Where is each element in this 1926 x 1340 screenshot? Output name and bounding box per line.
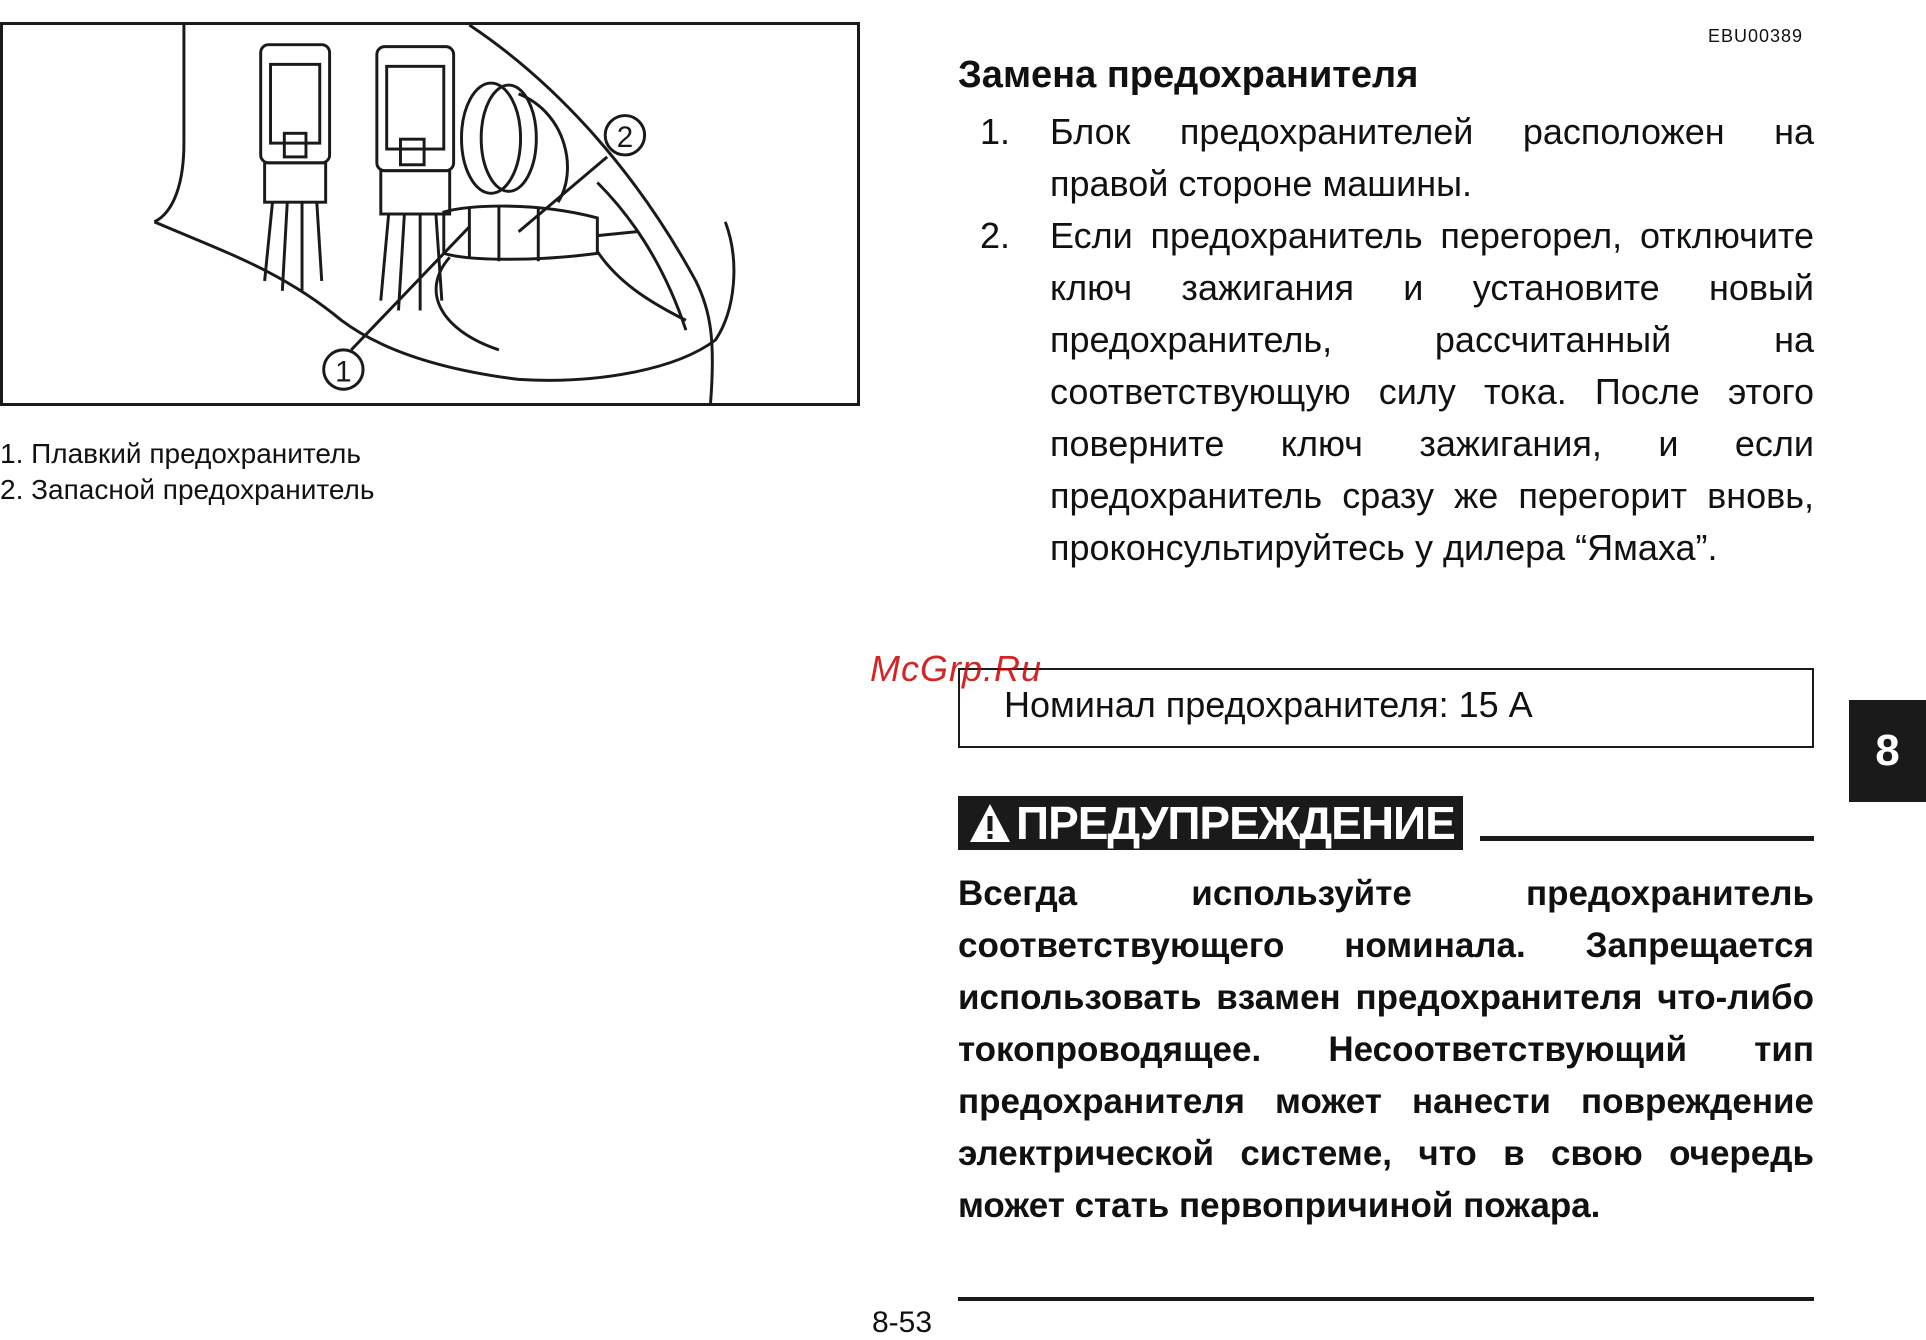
fuse-rating-box	[958, 668, 1814, 748]
warning-triangle-icon	[968, 802, 1012, 844]
warning-banner	[958, 796, 1463, 850]
figure-caption-2: 2. Запасной предохранитель	[0, 474, 375, 505]
watermark: McGrp.Ru	[870, 648, 1043, 689]
document-code: EBU00389	[1708, 26, 1804, 46]
chapter-tab: 8	[1849, 700, 1926, 802]
warning-title: ПРЕДУПРЕЖДЕНИЕ	[1016, 797, 1455, 849]
step-number: 2.	[980, 215, 1011, 256]
fuse-illustration	[0, 22, 860, 406]
bottom-divider	[958, 1297, 1814, 1301]
callout-1: 1	[335, 355, 352, 389]
page-number: 8-53	[872, 1306, 933, 1339]
fuse-block-drawing	[3, 25, 857, 403]
step-text: Блок предохранителей расположен на правой стороне машины.	[1050, 111, 1814, 204]
step-text: Если предохранитель перегорел, отключите ключ зажигания и установите новый предохранитель, рассчитанный на соответствующую силу тока. После этого поверните ключ зажигания, и если предохранитель сразу же перегорит вновь, проконсультируйтесь у дилера “Ямаха”.	[1050, 215, 1814, 568]
list-item	[958, 106, 1814, 210]
fuse-rating-text: Номинал предохранителя: 15 А	[1004, 684, 1533, 725]
section-title: Замена предохранителя	[958, 54, 1419, 96]
warning-divider	[1480, 836, 1814, 841]
list-item	[958, 210, 1814, 574]
figure-caption-1: 1. Плавкий предохранитель	[0, 438, 361, 469]
callout-2: 2	[616, 121, 634, 155]
warning-text: Всегда используйте предохранитель соответствующего номинала. Запрещается использовать взамен предохранителя что-либо токопроводящее. Несоответствующий тип предохранителя может нанести повреждение электрической системе, что в свою очередь может стать первопричиной пожара.	[958, 874, 1814, 1225]
step-number: 1.	[980, 111, 1011, 152]
